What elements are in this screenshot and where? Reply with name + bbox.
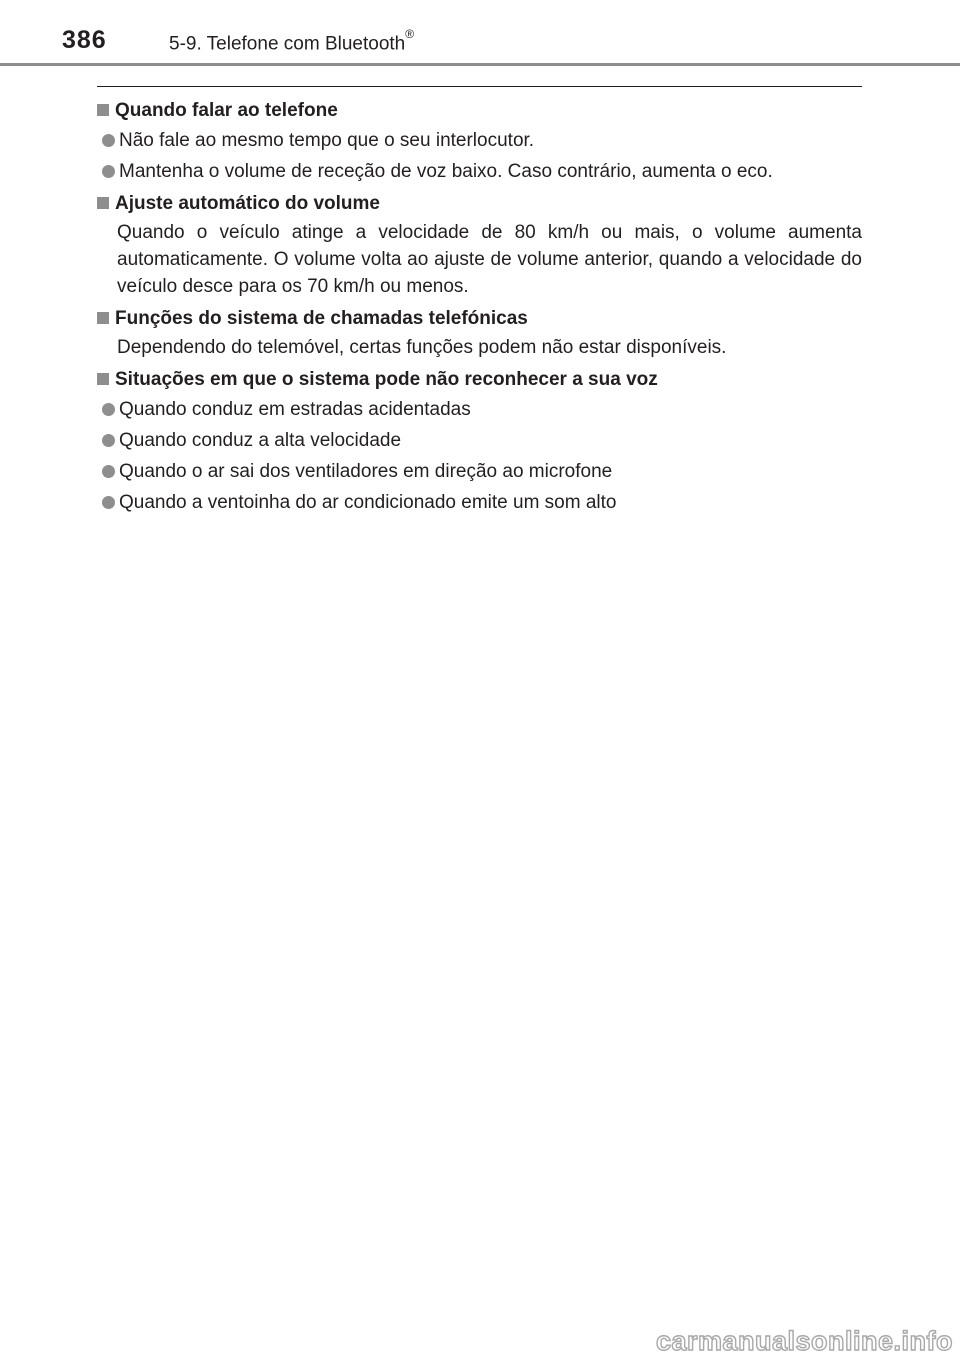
list-item-text: Não fale ao mesmo tempo que o seu interlocutor. [119, 130, 535, 151]
section-paragraph: Quando o veículo atinge a velocidade de 80 km/h ou mais, o volume aumenta automaticamente. O volume volta ao ajuste de volume anterior, quando a velocidade do veículo desce para os 70 km/h ou menos. [117, 222, 862, 297]
list-item [97, 157, 862, 186]
circle-bullet-icon [102, 465, 115, 478]
list-item-text: Quando conduz a alta velocidade [119, 430, 402, 451]
heading-text: Quando falar ao telefone [115, 100, 338, 121]
list-item [97, 457, 862, 486]
section-ajuste-volume [97, 188, 862, 300]
list-item-text: Quando conduz em estradas acidentadas [119, 399, 471, 420]
section-heading [97, 364, 862, 395]
registered-mark: ® [405, 27, 415, 41]
section-paragraph: Dependendo do telemóvel, certas funções podem não estar disponíveis. [117, 337, 727, 358]
watermark-text: carmanualsonline.info [655, 1326, 953, 1356]
circle-bullet-icon [102, 165, 115, 178]
list-item-text: Quando a ventoinha do ar condicionado emite um som alto [119, 492, 617, 513]
section-quando-falar [97, 95, 862, 186]
circle-bullet-icon [102, 434, 115, 447]
section-heading [97, 95, 862, 126]
square-bullet-icon [97, 312, 109, 324]
heading-text: Funções do sistema de chamadas telefónicas [115, 308, 528, 329]
content-top-rule [97, 86, 862, 87]
section-heading [97, 303, 862, 334]
page-header [0, 0, 960, 70]
list-item [97, 126, 862, 155]
header-rule [0, 63, 960, 66]
list-item-text: Mantenha o volume de receção de voz baixo. Caso contrário, aumenta o eco. [119, 161, 773, 182]
list-item [97, 488, 862, 517]
list-item [97, 395, 862, 424]
section-heading [97, 188, 862, 219]
circle-bullet-icon [102, 134, 115, 147]
circle-bullet-icon [102, 496, 115, 509]
list-item [97, 426, 862, 455]
section-title [169, 27, 415, 55]
list-item-text: Quando o ar sai dos ventiladores em direção ao microfone [119, 461, 613, 482]
section-situacoes-voz [97, 364, 862, 517]
heading-text: Situações em que o sistema pode não reconhecer a sua voz [115, 369, 658, 390]
square-bullet-icon [97, 197, 109, 209]
square-bullet-icon [97, 104, 109, 116]
section-funcoes-sistema [97, 303, 862, 361]
section-title-text: 5-9. Telefone com Bluetooth [169, 33, 406, 55]
circle-bullet-icon [102, 403, 115, 416]
page-content [97, 93, 862, 519]
page-number: 386 [62, 26, 107, 54]
heading-text: Ajuste automático do volume [115, 193, 380, 214]
square-bullet-icon [97, 373, 109, 385]
